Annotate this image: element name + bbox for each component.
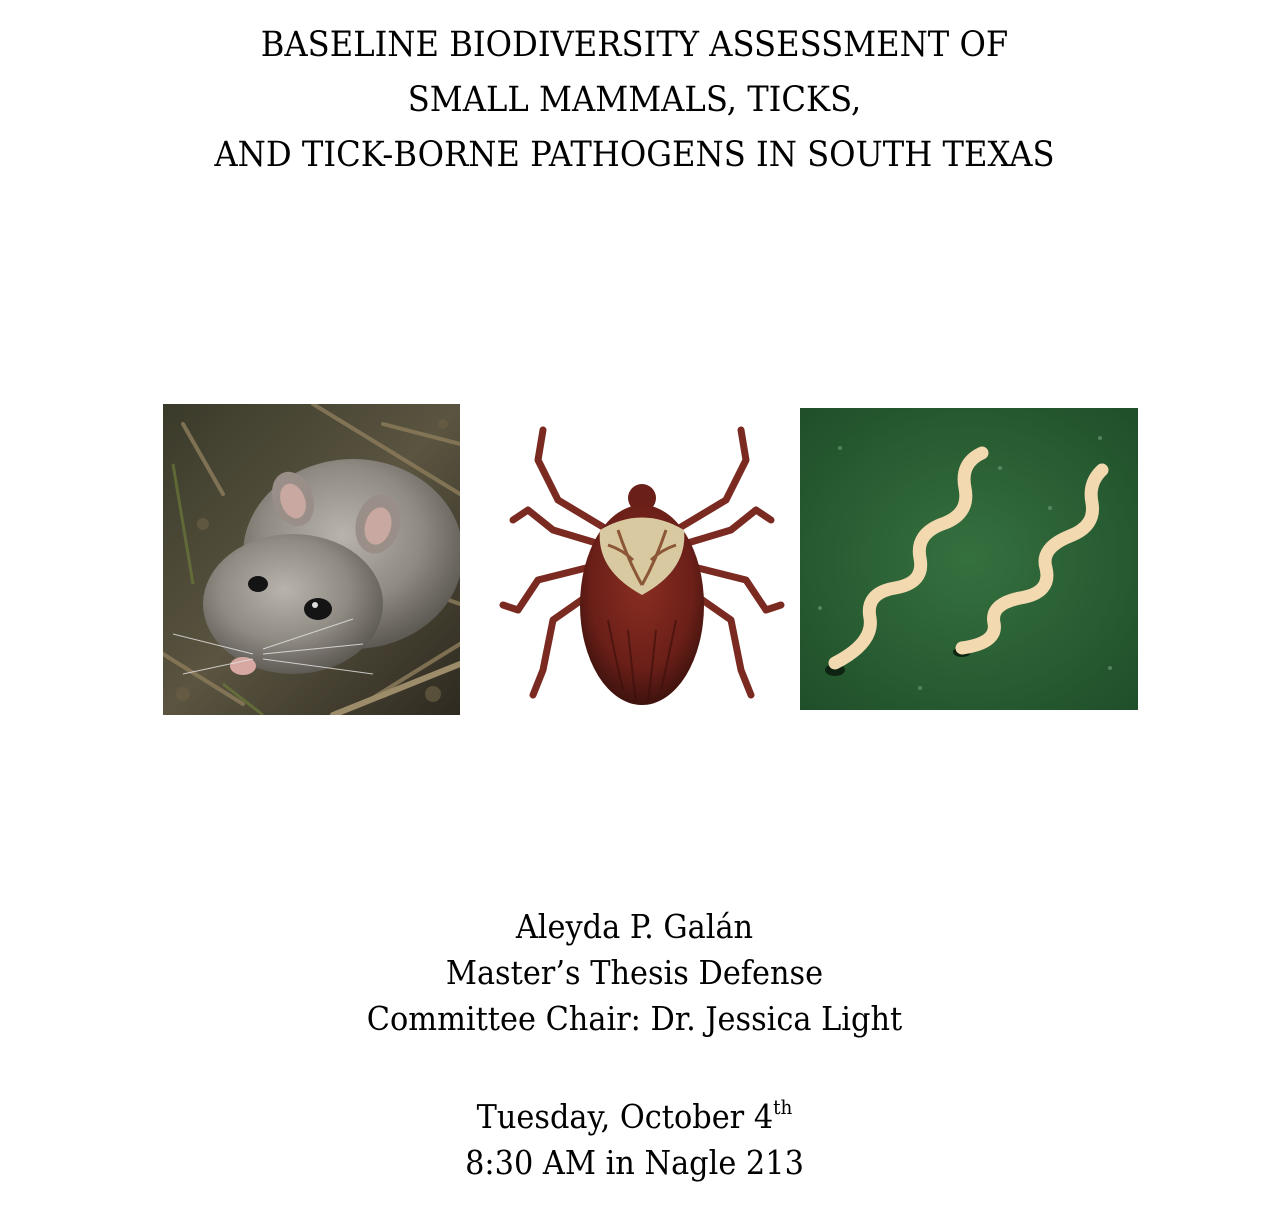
event-date-suffix: th: [773, 1095, 793, 1119]
event-type: Master’s Thesis Defense: [445, 953, 824, 992]
tick-photo: [498, 420, 786, 720]
spacer: [0, 1042, 1269, 1084]
bacteria-image: [800, 408, 1138, 710]
mouse-photo: [163, 404, 460, 715]
presenter-name: Aleyda P. Galán: [515, 907, 754, 946]
event-date-text: Tuesday, October 4: [476, 1097, 774, 1136]
spirochete-bacteria-photo: [800, 408, 1138, 710]
flyer-title: [0, 18, 1269, 183]
tick-image: [498, 420, 786, 720]
title-line-2: SMALL MAMMALS, TICKS,: [407, 80, 862, 120]
event-info: [0, 904, 1269, 1186]
committee-chair: Committee Chair: Dr. Jessica Light: [366, 999, 903, 1038]
event-time-place: 8:30 AM in Nagle 213: [465, 1143, 804, 1182]
title-line-1: BASELINE BIODIVERSITY ASSESSMENT OF: [260, 25, 1009, 65]
title-line-3: AND TICK-BORNE PATHOGENS IN SOUTH TEXAS: [214, 135, 1055, 175]
mouse-image: [163, 404, 460, 715]
event-date: [51, 1084, 1218, 1140]
